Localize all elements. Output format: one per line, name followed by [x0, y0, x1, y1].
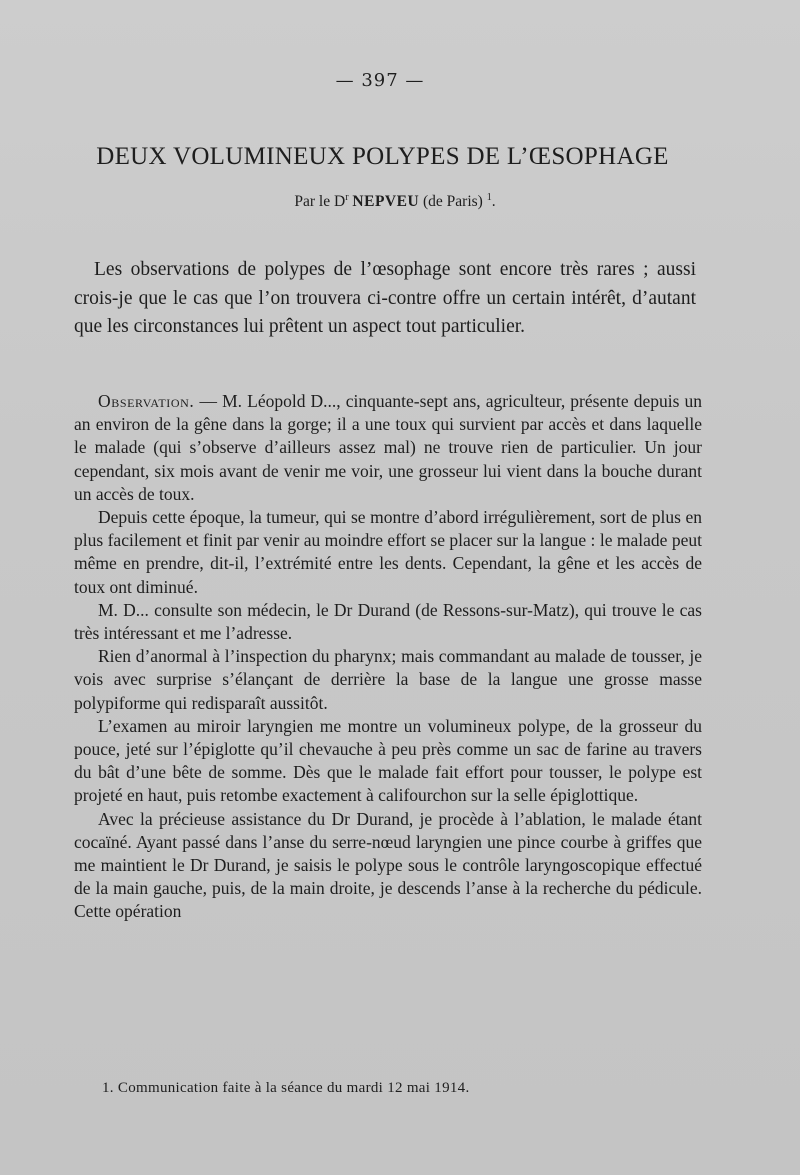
observation-paragraph — [74, 390, 702, 506]
author-affiliation: (de Paris) — [423, 193, 483, 211]
body-paragraph: Avec la précieuse assistance du Dr Durand, je procède à l’ablation, le malade étant cocaïné. Ayant passé dans l’anse du serre-nœud laryngien une pince courbe à griffes que me maintient le Dr Durand, je saisis le polype sous le contrôle laryngoscopique effectué de la main gauche, puis, de la main droite, je descends l’anse à la recherche du pédicule. Cette opération — [74, 808, 702, 922]
observation-section — [74, 390, 702, 924]
byline-end: . — [491, 193, 496, 211]
body-paragraph: M. D... consulte son médecin, le Dr Durand (de Ressons-sur-Matz), qui trouve le cas très intéressant et me l’adresse. — [74, 599, 702, 644]
byline — [0, 192, 790, 211]
observation-text: — M. Léopold D..., cinquante-sept ans, agriculteur, présente depuis un an environ de la gêne dans la gorge; il a une toux qui survient par accès et dans laquelle le malade (qui s’observe d’ailleurs assez mal) ne trouve rien de particulier. Un jour cependant, six mois avant de venir me voir, une grosseur lui vient dans la bouche durant un accès de toux. — [74, 391, 702, 504]
byline-prefix: Par le D — [294, 193, 346, 211]
intro-paragraph: Les observations de polypes de l’œsophage sont encore très rares ; aussi crois-je que le cas que l’on trouvera ci-contre offre un certain intérêt, d’autant que les circonstances lui prêtent un aspect tout particulier. — [74, 259, 696, 337]
body-paragraph: Depuis cette époque, la tumeur, qui se montre d’abord irrégulièrement, sort de plus en plus facilement et finit par venir au moindre effort se placer sur la langue : le malade peut même en prendre, dit-il, l’extrémité entre les dents. Cependant, la gêne et les accès de toux ont diminué. — [74, 507, 702, 597]
observation-label: Observation. — [98, 391, 195, 411]
author-name: NEPVEU — [352, 193, 420, 211]
footnote: 1. Communication faite à la séance du mardi 12 mai 1914. — [102, 1080, 470, 1096]
body-paragraph: Rien d’anormal à l’inspection du pharynx; mais commandant au malade de tousser, je vois avec surprise s’élançant de derrière la base de la langue une grosse masse polypiforme qui redisparaît aussitôt. — [74, 646, 702, 713]
body-paragraph: L’examen au miroir laryngien me montre un volumineux polype, de la grosseur du pouce, jeté sur l’épiglotte qu’il chevauche à peu près comme un sac de farine au travers du bât d’une bête de somme. Dès que le malade fait effort pour tousser, le polype est projeté en haut, puis retombe exactement à califourchon sur la selle épiglottique. — [74, 715, 702, 806]
article-title: DEUX VOLUMINEUX POLYPES DE L’ŒSOPHAGE — [96, 143, 669, 170]
byline-prefix-sup: r — [345, 192, 349, 203]
footnote-ref: 1 — [486, 192, 492, 203]
page-number: — 397 — — [335, 70, 425, 91]
